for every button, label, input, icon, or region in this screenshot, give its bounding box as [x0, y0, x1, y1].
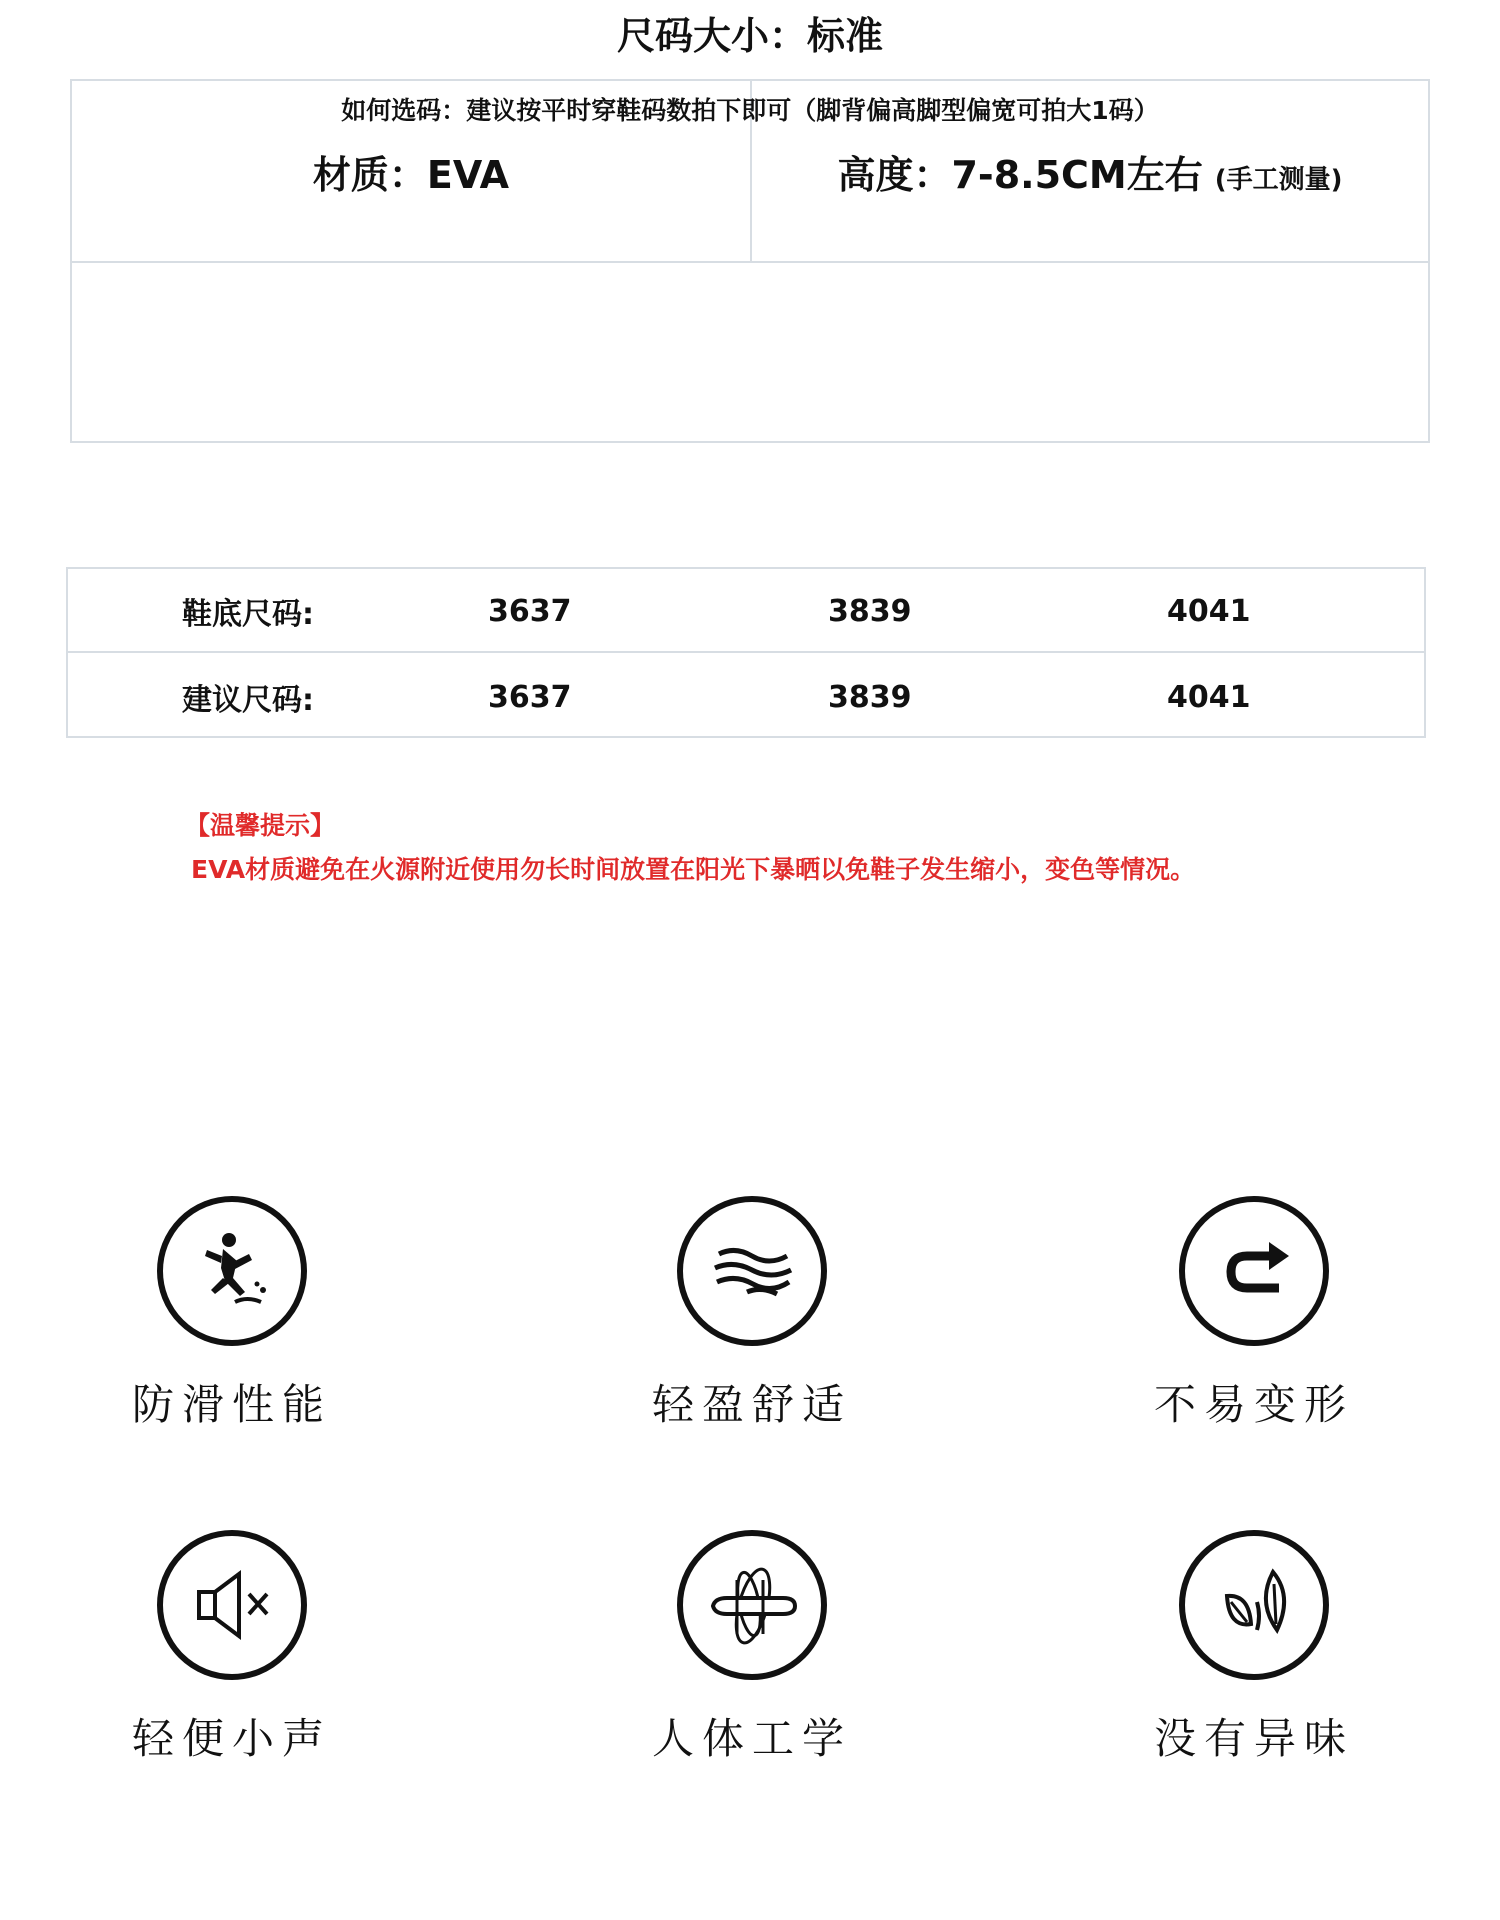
size-value: 3637 [488, 679, 572, 715]
mute-speaker-icon [157, 1530, 307, 1680]
feature-anti-slip [82, 1196, 382, 1432]
row-label: 鞋底尺码: [182, 597, 314, 632]
product-info-table [70, 14, 1430, 443]
feature-label: 没有异味 [1153, 1714, 1354, 1763]
size-chart [66, 567, 1426, 738]
anti-slip-icon [157, 1196, 307, 1346]
height-note: (手工测量) [1214, 164, 1343, 195]
waves-icon [677, 1196, 827, 1346]
size-value: 4041 [1167, 593, 1251, 629]
size-selection-guide: 如何选码：建议按平时穿鞋码数拍下即可（脚背偏高脚型偏宽可拍大1码） [341, 96, 1159, 125]
feature-quiet [82, 1530, 382, 1766]
size-value: 4041 [1167, 679, 1251, 715]
height-text: 高度：7-8.5CM左右 [837, 152, 1203, 197]
feature-label: 轻便小声 [131, 1714, 332, 1763]
tips-body: EVA材质避免在火源附近使用勿长时间放置在阳光下暴晒以免鞋子发生缩小，变色等情况。 [191, 855, 1196, 884]
row-label: 建议尺码: [182, 683, 314, 718]
ergonomic-icon [677, 1530, 827, 1680]
size-value: 3839 [828, 593, 912, 629]
tips-title: 【温馨提示】 [185, 811, 336, 840]
feature-label: 防滑性能 [131, 1380, 332, 1429]
leaves-icon [1179, 1530, 1329, 1680]
feature-odorless [1104, 1530, 1404, 1766]
size-value: 3839 [828, 679, 912, 715]
size-chart-row-recommended [68, 655, 1424, 739]
feature-label: 不易变形 [1153, 1380, 1354, 1429]
size-value: 3637 [488, 593, 572, 629]
feature-label: 人体工学 [651, 1714, 852, 1763]
feature-label: 轻盈舒适 [651, 1380, 852, 1429]
feature-ergonomic [602, 1530, 902, 1766]
material-text: 材质：EVA [312, 152, 510, 197]
size-chart-row-sole [68, 569, 1424, 653]
feature-lightweight [602, 1196, 902, 1432]
feature-no-deform [1104, 1196, 1404, 1432]
size-standard-title: 尺码大小：标准 [616, 14, 883, 58]
rebound-arrow-icon [1179, 1196, 1329, 1346]
